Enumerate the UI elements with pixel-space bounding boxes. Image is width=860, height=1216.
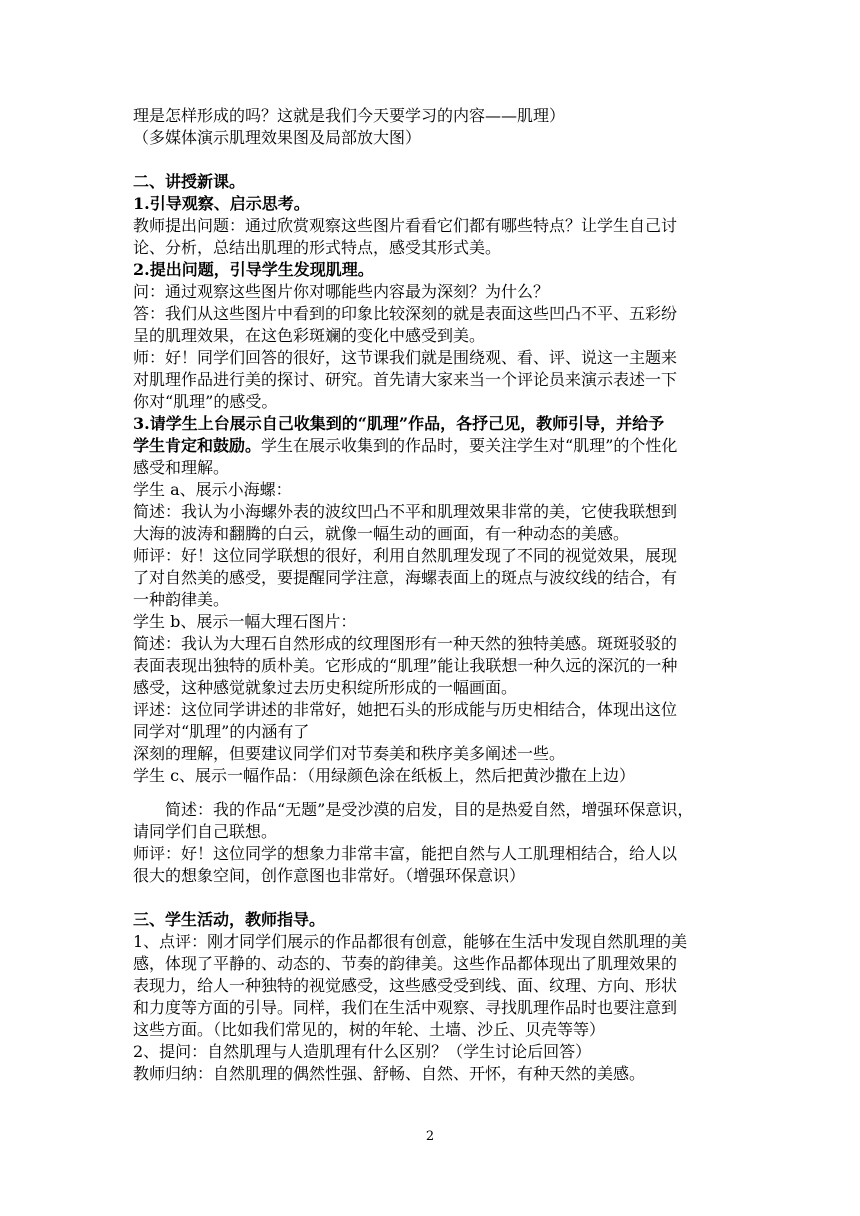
text-line-indented: 简述：我的作品“无题”是受沙漠的启发，目的是热爱自然，增强环保意识， <box>165 800 694 819</box>
page-number: 2 <box>425 1129 435 1144</box>
text-line: 师评：好！这位同学的想象力非常丰富，能把自然与人工肌理相结合，给人以 <box>133 844 678 863</box>
text-line: 深刻的理解，但要建议同学们对节奏美和秩序美多阐述一些。 <box>133 744 566 763</box>
text-line: 了对自然美的感受，要提醒同学注意，海螺表面上的斑点与波纹线的结合，有 <box>133 568 678 587</box>
text-line: 师：好！同学们回答的很好，这节课我们就是围绕观、看、评、说这一主题来 <box>133 348 678 367</box>
text-inline: 学生在展示收集到的作品时，要关注学生对“肌理”的个性化 <box>261 436 678 455</box>
text-line: 这些方面。（比如我们常见的，树的年轮、土墙、沙丘、贝壳等等） <box>133 1020 606 1039</box>
text-line: 一种韵律美。 <box>133 590 230 609</box>
text-line: 论、分析，总结出肌理的形式特点，感受其形式美。 <box>133 238 502 257</box>
section-heading: 二、讲授新课。 <box>133 172 246 191</box>
text-line: 同学对“肌理”的内涵有了 <box>133 722 310 741</box>
text-line: 学生 a、展示小海螺： <box>133 480 292 499</box>
text-line: 和力度等方面的引导。同样，我们在生活中观察、寻找肌理作品时也要注意到 <box>133 998 678 1017</box>
text-line: 对肌理作品进行美的探讨、研究。首先请大家来当一个评论员来演示表述一下 <box>133 370 678 389</box>
text-line: 答：我们从这些图片中看到的印象比较深刻的就是表面这些凹凸不平、五彩纷 <box>133 304 678 323</box>
text-line: 理是怎样形成的吗？这就是我们今天要学习的内容——肌理） <box>133 106 566 125</box>
text-line: 简述：我认为大理石自然形成的纹理图形有一种天然的独特美感。斑斑驳驳的 <box>133 634 678 653</box>
text-line: 请同学们自己联想。 <box>133 822 278 841</box>
text-line: 1、点评：刚才同学们展示的作品都很有创意，能够在生活中发现自然肌理的美 <box>133 932 688 951</box>
text-line: 呈的肌理效果，在这色彩斑斓的变化中感受到美。 <box>133 326 486 345</box>
subsection-heading: 3.请学生上台展示自己收集到的“肌理”作品，各抒己见，教师引导，并给予 <box>133 414 665 433</box>
subsection-heading: 1.引导观察、启示思考。 <box>133 194 310 213</box>
text-line: （多媒体演示肌理效果图及局部放大图） <box>133 128 422 147</box>
text-line: 评述：这位同学讲述的非常好，她把石头的形成能与历史相结合，体现出这位 <box>133 700 678 719</box>
section-heading: 三、学生活动，教师指导。 <box>133 910 326 929</box>
text-line <box>133 435 733 457</box>
text-line: 很大的想象空间，创作意图也非常好。（增强环保意识） <box>133 866 526 885</box>
text-line: 教师归纳：自然肌理的偶然性强、舒畅、自然、开怀，有种天然的美感。 <box>133 1064 646 1083</box>
subsection-heading-continued: 学生肯定和鼓励。 <box>133 436 262 455</box>
text-line: 教师提出问题：通过欣赏观察这些图片看看它们都有哪些特点？让学生自己讨 <box>133 216 678 235</box>
subsection-heading: 2.提出问题，引导学生发现肌理。 <box>133 260 374 279</box>
text-line: 简述：我认为小海螺外表的波纹凹凸不平和肌理效果非常的美，它使我联想到 <box>133 502 678 521</box>
text-line: 2、提问：自然肌理与人造肌理有什么区别？（学生讨论后回答） <box>133 1042 592 1061</box>
text-line: 学生 c、展示一幅作品：（用绿颜色涂在纸板上，然后把黄沙撒在上边） <box>133 766 636 785</box>
text-line: 表面表现出独特的质朴美。它形成的“肌理”能让我联想一种久远的深沉的一种 <box>133 656 678 675</box>
text-line: 感，体现了平静的、动态的、节奏的韵律美。这些作品都体现出了肌理效果的 <box>133 954 678 973</box>
text-line: 学生 b、展示一幅大理石图片： <box>133 612 357 631</box>
text-line: 感受和理解。 <box>133 458 230 477</box>
text-line: 你对“肌理”的感受。 <box>133 392 278 411</box>
text-line: 表现力，给人一种独特的视觉感受，这些感受受到线、面、纹理、方向、形状 <box>133 976 678 995</box>
text-line: 问：通过观察这些图片你对哪能些内容最为深刻？为什么？ <box>133 282 550 301</box>
text-line: 大海的波涛和翻腾的白云，就像一幅生动的画面，有一种动态的美感。 <box>133 524 630 543</box>
text-line: 感受，这种感觉就象过去历史积绽所形成的一幅画面。 <box>133 678 518 697</box>
text-line: 师评：好！这位同学联想的很好，利用自然肌理发现了不同的视觉效果，展现 <box>133 546 678 565</box>
